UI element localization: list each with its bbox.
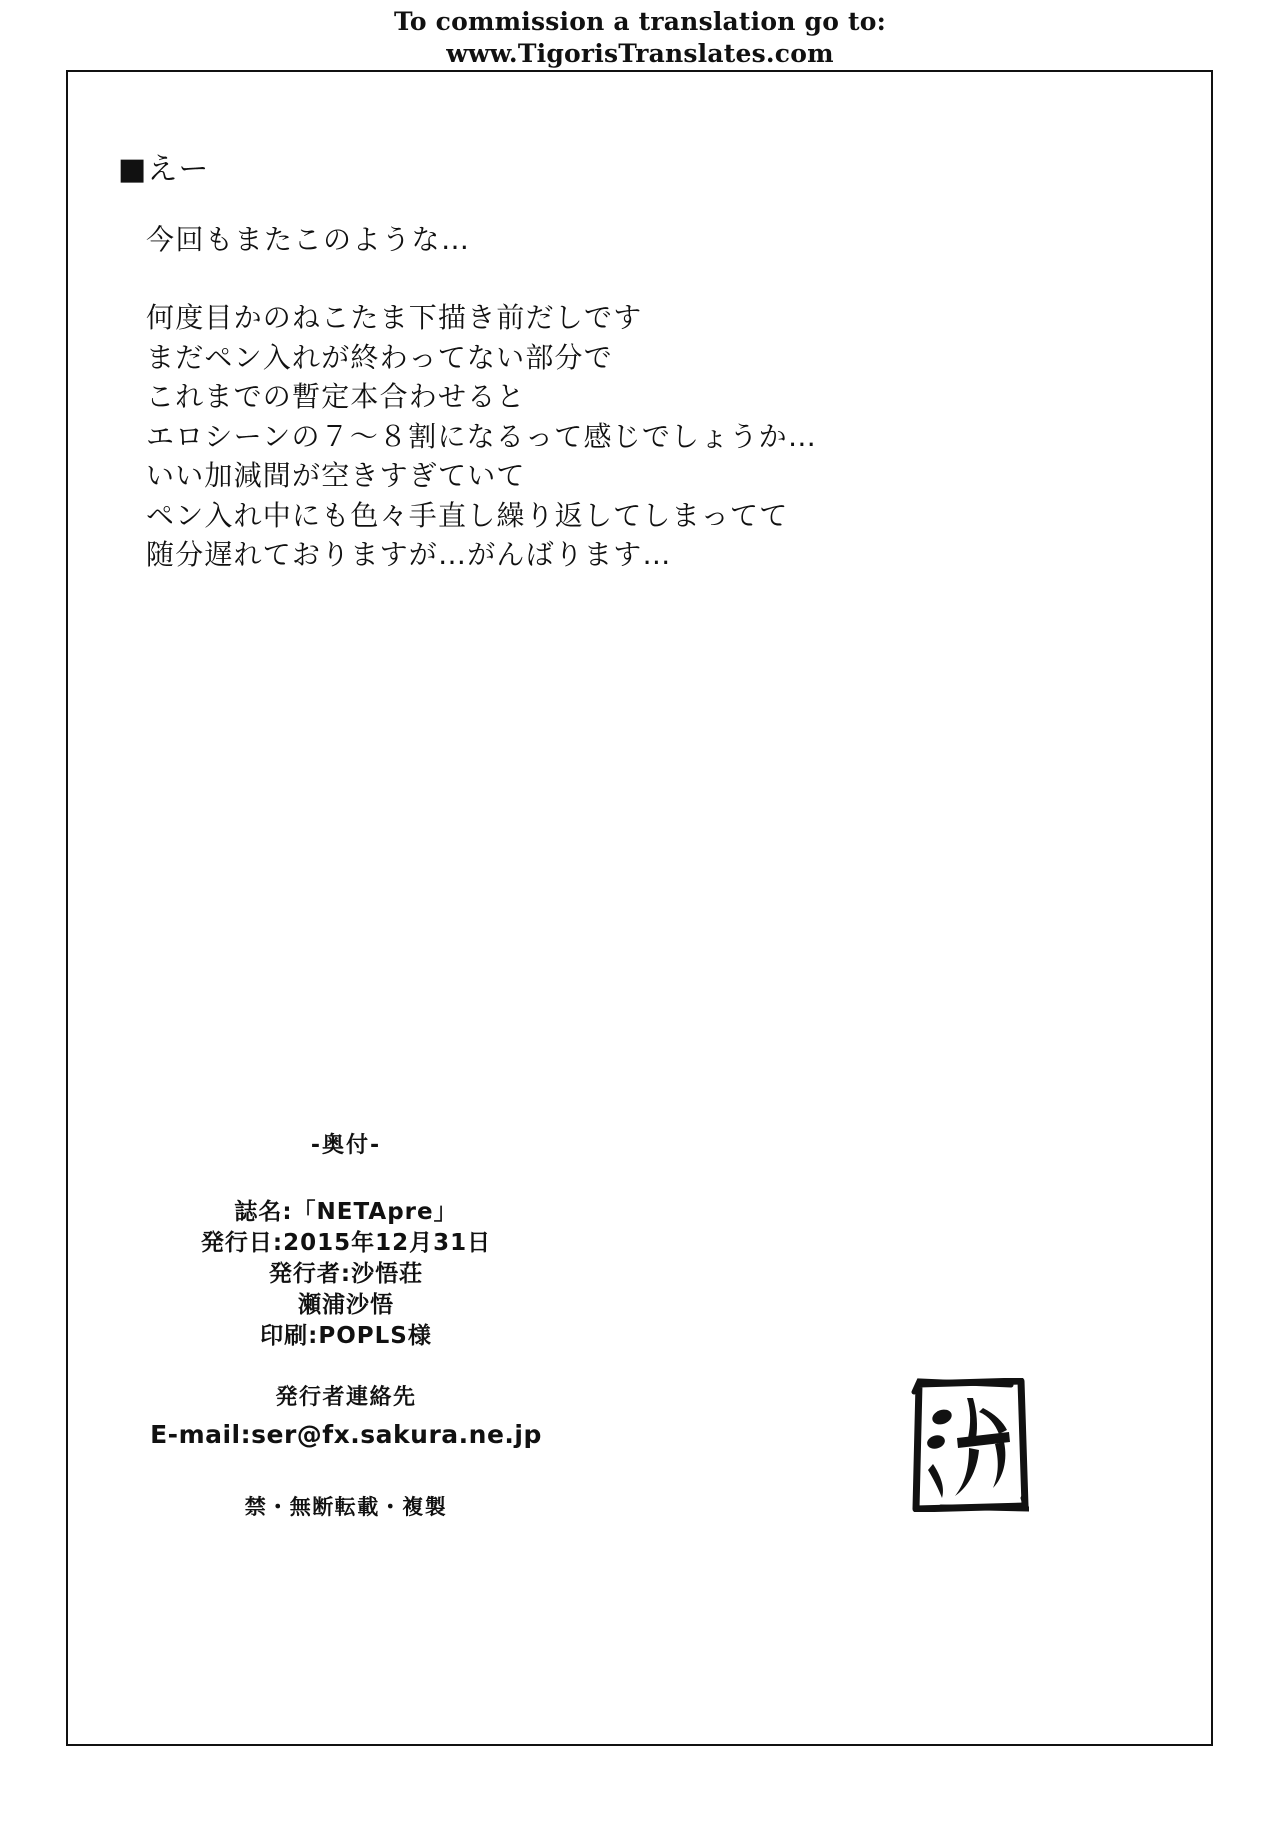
contact-label: 発行者連絡先 xyxy=(275,1385,417,1410)
banner-line-1: To commission a translation go to: xyxy=(393,7,887,36)
colophon-line-publisher: 発行者:沙悟荘 xyxy=(268,1261,424,1287)
colophon-block xyxy=(66,1128,626,1352)
afterword-line: 随分遅れておりますが…がんばります… xyxy=(146,538,672,571)
commission-banner xyxy=(0,6,1280,70)
afterword-line: まだペン入れが終わってない部分で xyxy=(146,340,613,374)
afterword-line: いい加減間が空きすぎていて xyxy=(146,459,526,492)
afterword-line: ペン入れ中にも色々手直し繰り返してしまってて xyxy=(146,498,789,532)
afterword-body xyxy=(146,298,817,575)
afterword-heading: ■えー xyxy=(118,152,210,187)
afterword-line: 何度目かのねこたま下描き前だしです xyxy=(146,301,643,334)
colophon-list xyxy=(66,1197,626,1352)
afterword-line: これまでの暫定本合わせると xyxy=(146,380,526,413)
colophon-line-date: 発行日:2015年12月31日 xyxy=(200,1230,492,1256)
stamp-glyph-strokes xyxy=(926,1398,1010,1498)
afterword-lead-text: 今回もまたこのような… xyxy=(146,223,471,256)
colophon-line-printer: 印刷:POPLS様 xyxy=(260,1323,432,1349)
colophon-line-title: 誌名:「NETApre」 xyxy=(234,1199,458,1225)
colophon-line-author: 瀬浦沙悟 xyxy=(298,1292,394,1318)
colophon-title: -奥付- xyxy=(310,1133,382,1158)
copyright-notice: 禁・無断転載・複製 xyxy=(244,1495,448,1519)
afterword-line: エロシーンの７～８割になるって感じでしょうか… xyxy=(146,419,818,453)
contact-email[interactable]: E-mail:ser@fx.sakura.ne.jp xyxy=(150,1420,542,1449)
contact-block xyxy=(66,1380,626,1449)
circle-stamp-logo xyxy=(911,1378,1029,1512)
banner-line-2: www.TigorisTranslates.com xyxy=(446,39,834,68)
